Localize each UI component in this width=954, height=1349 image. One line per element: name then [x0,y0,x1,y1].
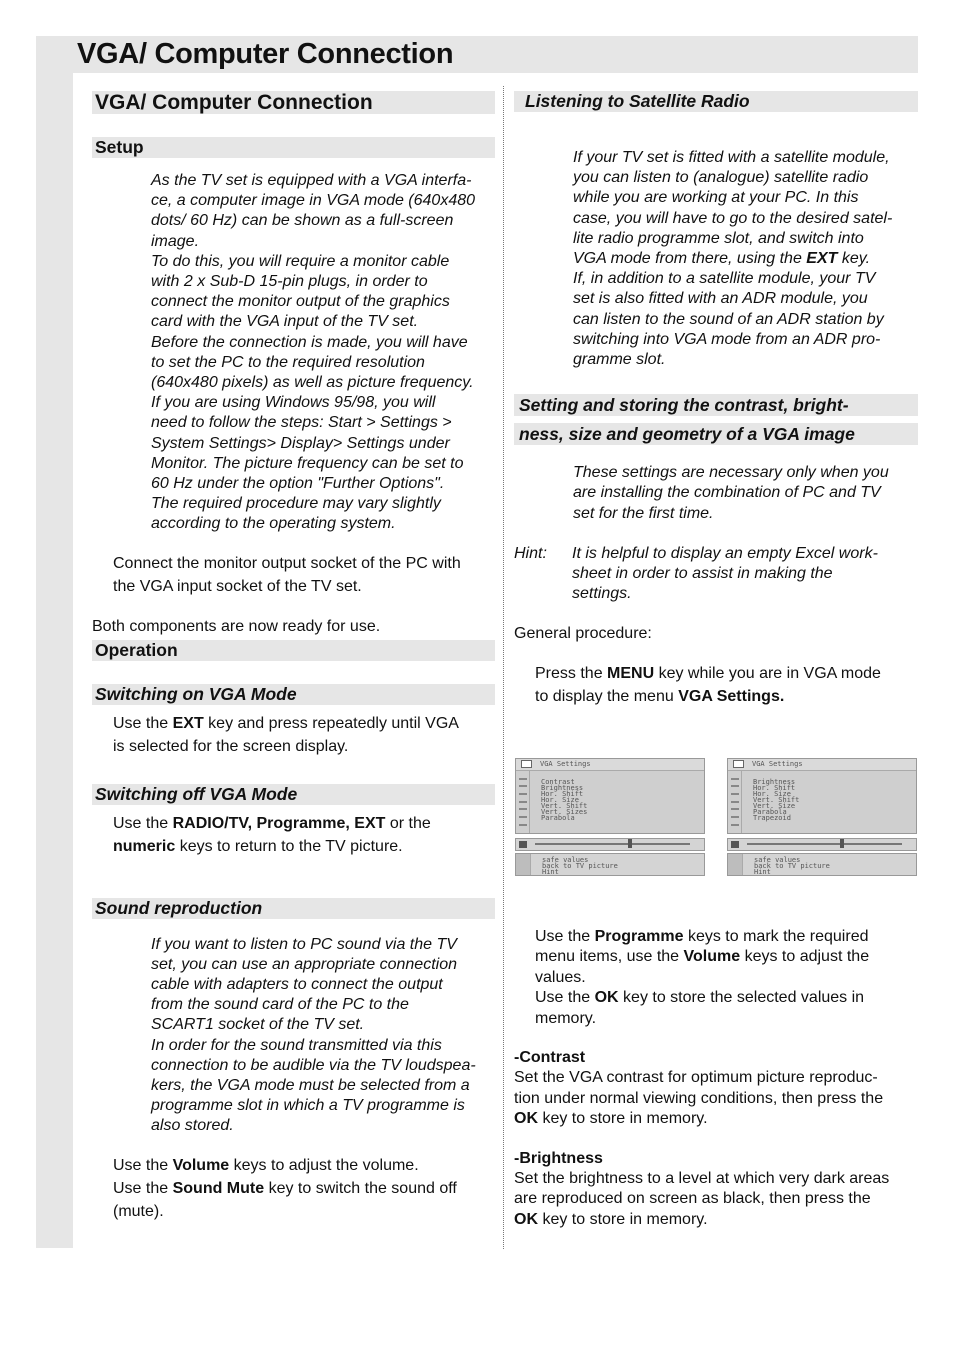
osd-item: Hor. Shift [541,789,584,798]
osd-menu-left [515,758,705,876]
hint-label: Hint: [514,544,547,562]
side-band [36,36,73,1248]
text-line: The required procedure may vary slightly [151,495,441,513]
slider-knob [628,839,632,848]
connect-instruction [113,552,495,598]
speaker-icon [731,841,739,848]
text-line: case, you will have to go to the desired satel- [573,209,893,227]
sound-text [151,935,495,1137]
text-line: can listen to the sound of an ADR station by [573,310,884,328]
text-line: sheet in order to assist in making the [572,565,833,583]
text-line: dots/ 60 Hz) can be shown as a full-screen [151,212,454,230]
osd-item: Brightness [541,783,584,792]
text-line: As the TV set is equipped with a VGA interfa- [151,172,472,189]
brightness-section: -Brightness Set the brightness to a level at which very dark areas are reproduced on screen as black, then press the OK key to store in memory. [514,1149,918,1230]
programme-instructions: Use the Programme keys to mark the required menu items, use the Volume keys to adjust the values. Use the OK key to store the selected values in memory. [535,927,870,1027]
text-line: ce, a computer image in VGA mode (640x480 [151,192,476,210]
osd-footer-item: back to TV picture [754,861,830,870]
menu-key: MENU [607,664,655,682]
text-line: To do this, you will require a monitor cable [151,252,450,270]
operation-heading: Operation [92,640,495,661]
text-line: connection to be audible via the TV loudspea- [151,1056,476,1074]
settings-note [573,463,918,524]
osd-footer-item: back to TV picture [542,861,618,870]
osd-item-markers [728,771,742,833]
text-line: If you want to listen to PC sound via the TV [151,935,457,953]
text-line: Monitor. The picture frequency can be set to [151,454,464,472]
osd-title: VGA Settings [752,760,803,769]
osd-item: Vert. Size [753,801,796,810]
text-line: are installing the combination of PC and TV [573,484,881,502]
text-line: from the sound card of the PC to the [151,996,409,1014]
ext-key: EXT [806,250,838,268]
window-icon [521,760,532,768]
text-line: (640x480 pixels) as well as picture frequency. [151,374,474,392]
contrast-title: -Contrast [514,1049,586,1067]
osd-footer-item: Hint [754,867,771,876]
text-line: System Settings> Display> Settings under [151,434,450,452]
satellite-heading: Listening to Satellite Radio [514,91,918,112]
text-line: programme slot in which a TV programme is [151,1097,465,1115]
text-line: settings. [572,585,632,603]
text-line: set for the first time. [573,504,714,522]
text-line: gramme slot. [573,351,666,369]
text-line: connect the monitor output of the graphics [151,293,450,311]
slider-knob [840,839,844,848]
page-title: VGA/ Computer Connection [77,38,454,70]
menu-instruction: Press the MENU key while you are in VGA mode to display the menu VGA Settings. [535,664,881,705]
right-column [514,86,918,1230]
text-line: cable with adapters to connect the output [151,976,443,994]
text-line: If your TV set is fitted with a satellite module, [573,149,890,166]
satellite-text: If your TV set is fitted with a satellite module, you can listen to (analogue) satellite radio while you are working at your PC. In this case, you will have to go to the desired satel- lite radio programme slot, and switch into VGA mode from there, using the EXT key. If, in addition to a satellite module, your TV set is also fitted with an ADR module, you can listen to the sound of an ADR station by switching into VGA mode from an ADR pro- gramme slot. [573,148,918,370]
osd-slider [727,838,917,851]
ok-key: OK [514,1210,538,1228]
osd-menu-right [727,758,917,876]
text-line: set is also fitted with an ADR module, you [573,290,868,308]
osd-footer-item: safe values [754,855,801,864]
text-line: to set the PC to the required resolution [151,353,425,371]
osd-item: Hor. Size [541,795,579,804]
text-line: kers, the VGA mode must be selected from a [151,1077,470,1095]
text-line: while you are working at your PC. In this [573,189,859,207]
text-line: If you are using Windows 95/98, you will [151,394,436,412]
setup-heading: Setup [92,137,495,158]
osd-item-markers [516,771,530,833]
vga-off-heading: Switching off VGA Mode [92,784,495,805]
text-line: need to follow the steps: Start > Settings > [151,414,452,432]
ok-key: OK [514,1109,538,1127]
return-keys: RADIO/TV, Programme, EXT [172,814,386,832]
vga-on-heading: Switching on VGA Mode [92,684,495,705]
window-icon [733,760,744,768]
text-line: image. [151,232,200,250]
vga-on-text: Use the EXT key and press repeatedly until VGA is selected for the screen display. [113,714,459,755]
ready-text: Both components are now ready for use. [92,617,381,635]
osd-item: Contrast [541,777,575,786]
contrast-section: -Contrast Set the VGA contrast for optimum picture reproduc- tion under normal viewing conditions, then press the OK key to store in memory. [514,1048,918,1129]
osd-item: Brightness [753,777,796,786]
volume-key: Volume [683,948,741,966]
vga-settings-menu-name: VGA Settings. [678,687,785,705]
osd-footer-item: Hint [542,867,559,876]
text-line: lite radio programme slot, and switch into [573,229,864,247]
osd-item: Hor. Shift [753,783,796,792]
ok-key: OK [594,989,619,1007]
osd-item: Vert. Shift [753,795,800,804]
text-line: It is helpful to display an empty Excel work- [572,544,878,562]
text-line: you can listen to (analogue) satellite radio [573,169,869,187]
volume-key: Volume [172,1156,230,1174]
osd-title: VGA Settings [540,760,591,769]
osd-item: Parabola [541,813,575,822]
speaker-icon [519,841,527,848]
sound-heading: Sound reproduction [92,898,495,919]
osd-item: Parabola [753,807,787,816]
general-procedure: General procedure: [514,625,652,643]
text-line: with 2 x Sub-D 15-pin plugs, in order to [151,273,428,291]
column-divider [503,86,504,1249]
text-line: card with the VGA input of the TV set. [151,313,419,331]
text-line: the VGA input socket of the TV set. [113,577,362,595]
text-line: If, in addition to a satellite module, your TV [573,270,876,288]
text-line: In order for the sound transmitted via this [151,1036,442,1054]
sound-mute-key: Sound Mute [172,1179,265,1197]
sound-instructions: Use the Volume keys to adjust the volume. Use the Sound Mute key to switch the sound off (mute). [113,1156,457,1220]
ext-key: EXT [172,714,204,732]
text-line: also stored. [151,1117,234,1135]
osd-item: Hor. Size [753,789,791,798]
osd-screenshots [515,758,918,876]
text-line: set, you can use an appropriate connection [151,955,457,973]
osd-item: Trapezoid [753,813,791,822]
programme-key: Programme [594,927,684,945]
osd-slider [515,838,705,851]
brightness-title: -Brightness [514,1149,603,1167]
text-line: switching into VGA mode from an ADR pro- [573,330,881,348]
osd-item: Vert. Shift [541,801,588,810]
setup-text [151,171,495,535]
text-line: SCART1 socket of the TV set. [151,1016,365,1034]
text-line: Connect the monitor output socket of the PC with [113,554,461,572]
settings-heading: Setting and storing the contrast, bright- ness, size and geometry of a VGA image [514,394,918,445]
section-title: VGA/ Computer Connection [92,91,495,114]
left-column [92,86,495,1223]
text-line: according to the operating system. [151,515,396,533]
text-line: Before the connection is made, you will have [151,333,468,351]
osd-footer-item: safe values [542,855,589,864]
hint-block [514,544,918,605]
numeric-keys: numeric [113,837,176,855]
vga-off-text: Use the RADIO/TV, Programme, EXT or the numeric keys to return to the TV picture. [113,814,431,855]
osd-item: Vert. Sizes [541,807,588,816]
text-line: These settings are necessary only when you [573,464,889,482]
text-line: 60 Hz under the option "Further Options". [151,475,445,493]
